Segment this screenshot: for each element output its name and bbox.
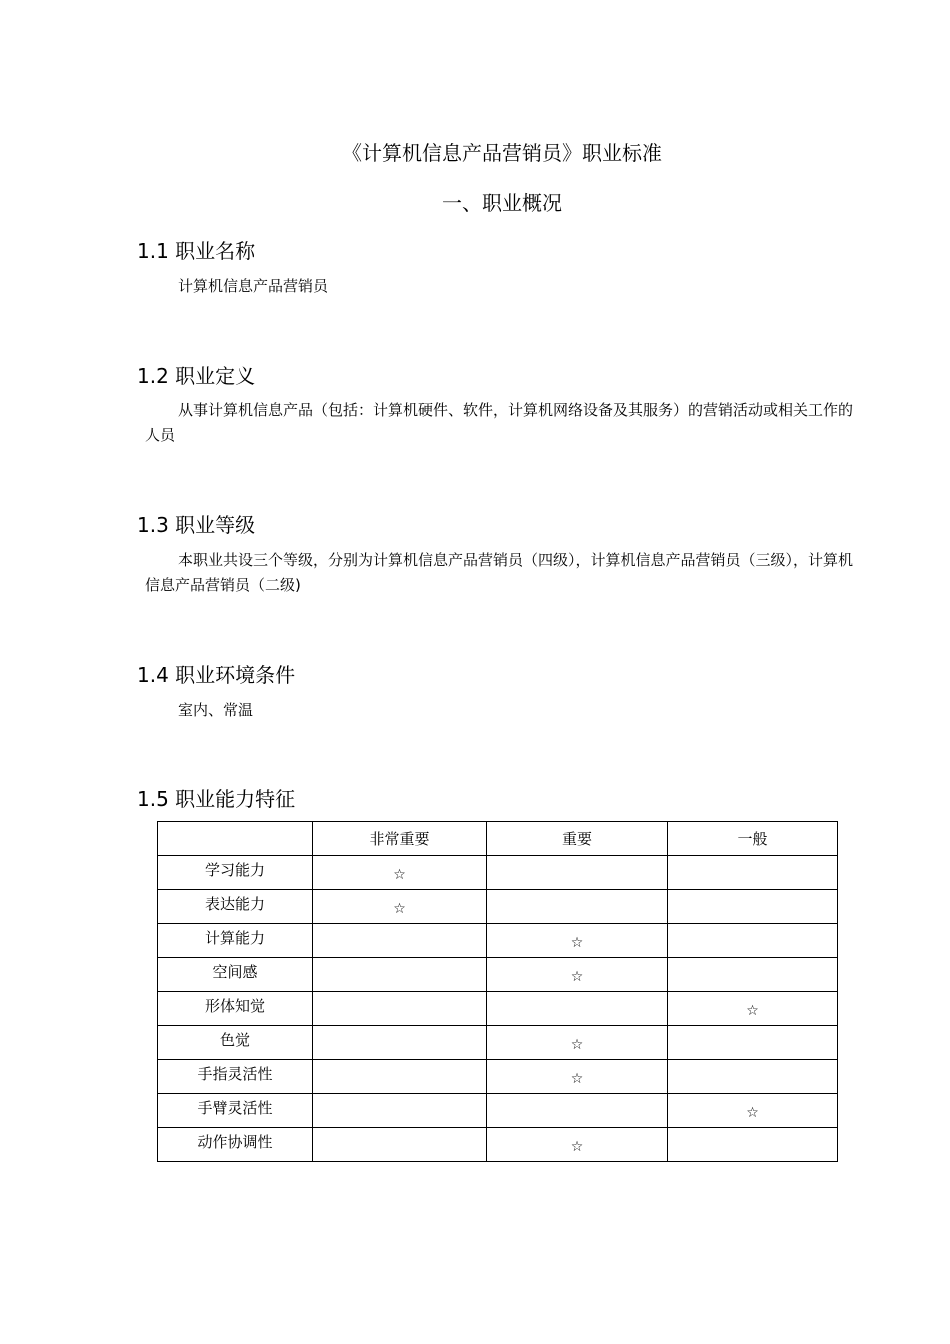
section-heading-1-4: 1.4 职业环境条件 <box>137 663 296 687</box>
star-mark-important: ☆ <box>487 958 668 992</box>
document-title: 《计算机信息产品营销员》职业标准 <box>342 141 662 165</box>
star-mark-important: ☆ <box>487 924 668 958</box>
table-row <box>158 924 838 958</box>
star-mark-general <box>668 890 838 924</box>
star-mark-very-important <box>313 1128 487 1162</box>
section-heading-1-1: 1.1 职业名称 <box>137 239 256 263</box>
table-row <box>158 1128 838 1162</box>
star-mark-important: ☆ <box>487 1060 668 1094</box>
part-title: 一、职业概况 <box>442 191 562 215</box>
star-mark-important <box>487 1094 668 1128</box>
ability-label: 空间感 <box>158 958 313 992</box>
star-mark-general: ☆ <box>668 992 838 1026</box>
header-important: 重要 <box>487 822 668 856</box>
table-row <box>158 992 838 1026</box>
ability-label: 手臂灵活性 <box>158 1094 313 1128</box>
star-mark-general <box>668 856 838 890</box>
table-row <box>158 890 838 924</box>
table-row <box>158 958 838 992</box>
ability-label: 动作协调性 <box>158 1128 313 1162</box>
header-general: 一般 <box>668 822 838 856</box>
section-text-1-4: 室内、常温 <box>178 701 254 719</box>
table-row <box>158 856 838 890</box>
star-mark-very-important: ☆ <box>313 890 487 924</box>
star-mark-general <box>668 1128 838 1162</box>
star-mark-general <box>668 924 838 958</box>
star-mark-important <box>487 856 668 890</box>
header-very-important: 非常重要 <box>313 822 487 856</box>
table-row <box>158 1060 838 1094</box>
star-mark-important: ☆ <box>487 1128 668 1162</box>
table-header-row <box>158 822 838 856</box>
section-text-1-3: 本职业共设三个等级，分别为计算机信息产品营销员（四级），计算机信息产品营销员（三级），计算机信息产品营销员（二级) <box>145 551 854 594</box>
star-mark-important: ☆ <box>487 1026 668 1060</box>
ability-label: 形体知觉 <box>158 992 313 1026</box>
section-heading-1-2: 1.2 职业定义 <box>137 364 256 388</box>
ability-label: 表达能力 <box>158 890 313 924</box>
section-text-1-2: 从事计算机信息产品（包括：计算机硬件、软件，计算机网络设备及其服务）的营销活动或相关工作的人员 <box>145 401 854 444</box>
ability-table <box>157 821 838 1162</box>
star-mark-general <box>668 1060 838 1094</box>
star-mark-very-important <box>313 992 487 1026</box>
header-corner <box>158 822 313 856</box>
table-row <box>158 1026 838 1060</box>
star-mark-important <box>487 992 668 1026</box>
star-mark-general <box>668 958 838 992</box>
ability-label: 学习能力 <box>158 856 313 890</box>
star-mark-important <box>487 890 668 924</box>
star-mark-very-important <box>313 1026 487 1060</box>
star-mark-very-important <box>313 1060 487 1094</box>
star-mark-very-important <box>313 924 487 958</box>
star-mark-general <box>668 1026 838 1060</box>
star-mark-very-important: ☆ <box>313 856 487 890</box>
ability-label: 色觉 <box>158 1026 313 1060</box>
star-mark-general: ☆ <box>668 1094 838 1128</box>
ability-label: 手指灵活性 <box>158 1060 313 1094</box>
section-heading-1-3: 1.3 职业等级 <box>137 513 256 537</box>
star-mark-very-important <box>313 958 487 992</box>
section-heading-1-5: 1.5 职业能力特征 <box>137 787 296 811</box>
star-mark-very-important <box>313 1094 487 1128</box>
section-text-1-1: 计算机信息产品营销员 <box>178 277 329 295</box>
table-row <box>158 1094 838 1128</box>
ability-label: 计算能力 <box>158 924 313 958</box>
